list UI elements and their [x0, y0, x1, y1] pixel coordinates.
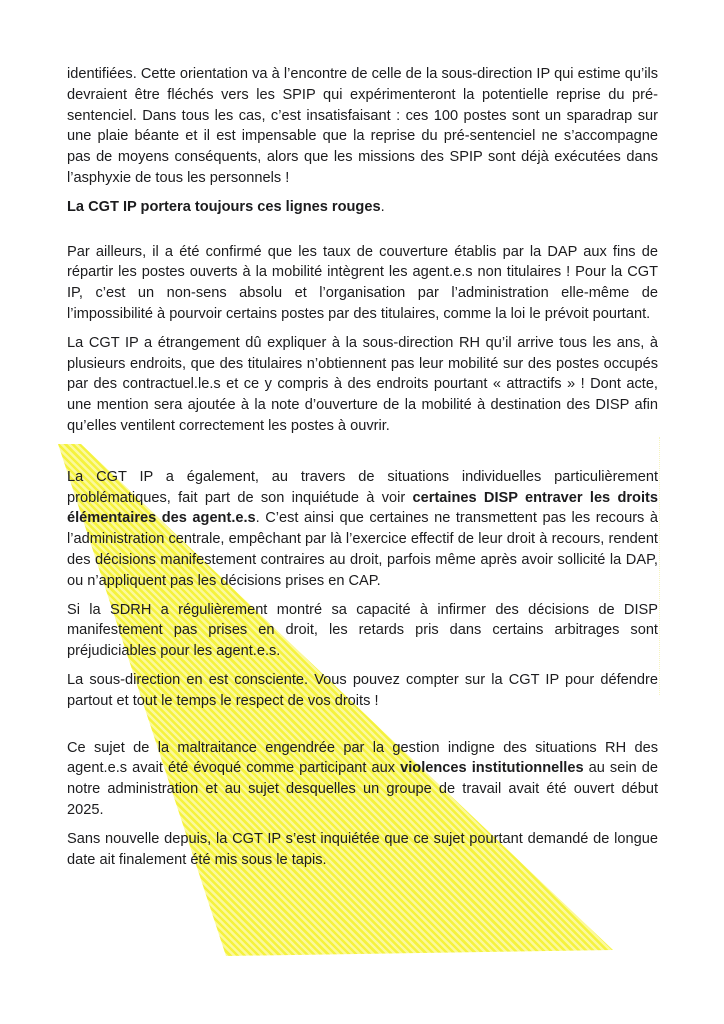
text-run: Ce sujet de la maltraitance engendrée par la gestion indigne des situations RH des agent.e.s avait été évoqué comme participant aux [67, 739, 658, 777]
paragraph [67, 64, 658, 189]
document-body [67, 64, 658, 878]
paragraph [67, 600, 658, 662]
text-run: Sans nouvelle depuis, la CGT IP s’est inquiétée que ce sujet pourtant demandé de longue date ait finalement été mis sous le tapis. [67, 830, 658, 868]
paragraph [67, 670, 658, 712]
text-run: La CGT IP a étrangement dû expliquer à la sous-direction RH qu’il arrive tous les ans, à plusieurs endroits, que des titulaires n’obtiennent pas leur mobilité sur des postes occupés par des contractuel.le.s et ce y compris à des endroits pourtant « attractifs » ! Dont acte, une mention sera ajoutée à la note d’ouverture de la mobilité à destination des DISP afin qu’elles ventilent correctement les postes à ouvrir. [67, 334, 658, 434]
paragraph [67, 242, 658, 325]
paragraph [67, 333, 658, 437]
text-run: . C’est ainsi que certaines ne transmettent pas les recours à l’administration centrale, empêchant par là l’exercice effectif de leur droit à recours, rendent des décisions manifestement contraires au droit, parfois même après avoir sollicité la DAP, ou n’appliquent pas les décisions prises en CAP. [67, 510, 658, 589]
text-run: Si la SDRH a régulièrement montré sa capacité à infirmer des décisions de DISP manifestement pas prises en droit, les retards pris dans certains arbitrages sont préjudiciables pour les agent.e.s. [67, 601, 658, 660]
text-run: La sous-direction en est consciente. Vous pouvez compter sur la CGT IP pour défendre partout et tout le temps le respect de vos droits ! [67, 671, 658, 709]
text-run-bold: violences institutionnelles [400, 760, 584, 777]
text-run: identifiées. Cette orientation va à l’encontre de celle de la sous-direction IP qui estime qu’ils devraient être fléchés vers les SPIP qui expérimenteront la potentielle reprise du pré-sentenciel. Dans tous les cas, c’est insatisfaisant : ces 100 postes sont un sparadrap sur une plaie béante et il est impensable que la reprise du pré-sentenciel ne s’accompagne pas de moyens conséquents, alors que les missions des SPIP sont déjà exécutées dans l’asphyxie de tous les personnels ! [67, 66, 658, 186]
paragraph [67, 467, 658, 592]
text-run-bold: La CGT IP portera toujours ces lignes rouges [67, 198, 381, 215]
text-run: au sein de notre administration et au sujet desquelles un groupe de travail avait été ouvert début 2025. [67, 760, 658, 818]
text-run: Par ailleurs, il a été confirmé que les taux de couverture établis par la DAP aux fins de répartir les postes ouverts à la mobilité intègrent les agent.e.s non titulaires ! Pour la CGT IP, c’est un non-sens absolu et l’organisation par l’administration elle-même de l’impossibilité à pourvoir certains postes par des titulaires, comme la loi le prévoit pourtant. [67, 243, 658, 322]
highlight-edge-line-decoration [659, 437, 660, 695]
text-run: . [380, 198, 385, 215]
text-run-bold: certaines DISP entraver les droits élémentaires des agent.e.s [67, 489, 659, 527]
paragraph [67, 829, 658, 871]
text-run: La CGT IP a également, au travers de situations individuelles particulièrement problématiques, fait part de son inquiétude à voir [67, 468, 658, 506]
paragraph [67, 197, 658, 218]
paragraph [67, 738, 658, 821]
